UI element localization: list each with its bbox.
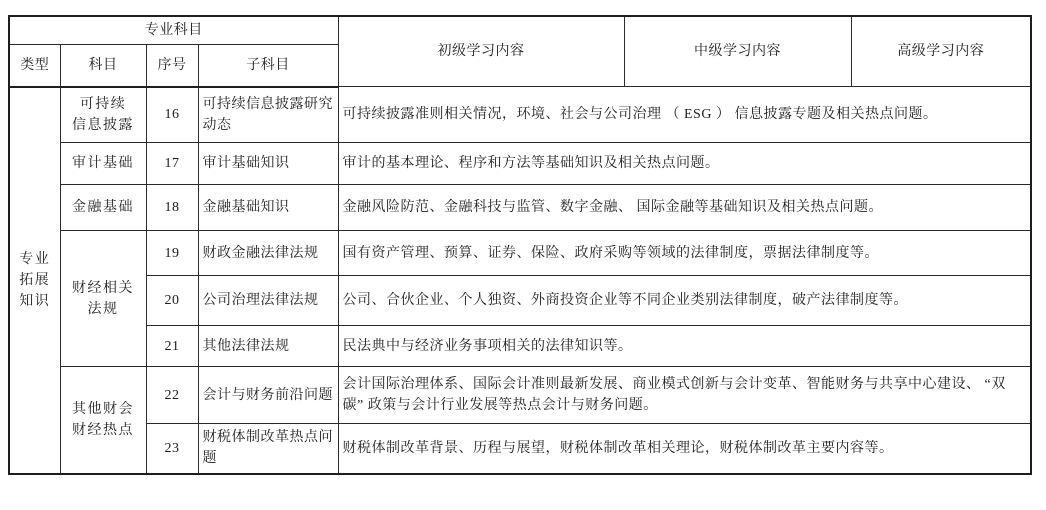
seq-cell: 19 xyxy=(146,231,198,276)
subject-line: 法规 xyxy=(87,301,119,317)
header-intermediate-content: 中级学习内容 xyxy=(624,16,851,87)
seq-cell: 20 xyxy=(146,276,198,326)
content-cell: 国有资产管理、预算、证券、保险、政府采购等领域的法律制度，票据法律制度等。 xyxy=(338,231,1031,276)
header-professional-subjects: 专业科目 xyxy=(9,16,338,45)
sub-subject-cell: 可持续信息披露研究动态 xyxy=(198,87,338,143)
sub-subject-cell: 会计与财务前沿问题 xyxy=(198,367,338,424)
content-cell: 金融风险防范、金融科技与监管、数字金融、 国际金融等基础知识及相关热点问题。 xyxy=(338,185,1031,231)
category-line: 拓展 xyxy=(19,272,51,288)
sub-subject-cell: 财税体制改革热点问题 xyxy=(198,424,338,474)
content-cell: 财税体制改革背景、历程与展望，财税体制改革相关理论，财税体制改革主要内容等。 xyxy=(338,424,1031,474)
table-row xyxy=(9,276,1031,326)
content-cell: 审计的基本理论、程序和方法等基础知识及相关热点问题。 xyxy=(338,143,1031,185)
subject-cell xyxy=(60,87,146,143)
table-row xyxy=(9,326,1031,367)
subject-line: 其他财会 xyxy=(72,401,134,417)
table-row xyxy=(9,87,1031,143)
subject-cell xyxy=(60,231,146,367)
header-seq: 序号 xyxy=(146,45,198,87)
content-cell: 可持续披露准则相关情况，环境、社会与公司治理 （ ESG ） 信息披露专题及相关热点问题。 xyxy=(338,87,1031,143)
subject-cell xyxy=(60,143,146,185)
content-cell: 民法典中与经济业务事项相关的法律知识等。 xyxy=(338,326,1031,367)
content-cell: 会计国际治理体系、国际会计准则最新发展、商业模式创新与会计变革、智能财务与共享中心建设、 “双碳” 政策与会计行业发展等热点会计与财务问题。 xyxy=(338,367,1031,424)
category-cell xyxy=(9,87,60,474)
table-row xyxy=(9,143,1031,185)
category-line: 专业 xyxy=(19,251,51,267)
header-subject: 科目 xyxy=(60,45,146,87)
header-row-1 xyxy=(9,16,1031,45)
seq-cell: 23 xyxy=(146,424,198,474)
subject-line: 财经相关 xyxy=(72,280,134,296)
seq-cell: 21 xyxy=(146,326,198,367)
seq-cell: 22 xyxy=(146,367,198,424)
table-row xyxy=(9,367,1031,424)
table-row xyxy=(9,185,1031,231)
subject-line: 财经热点 xyxy=(72,422,134,438)
sub-subject-cell: 公司治理法律法规 xyxy=(198,276,338,326)
sub-subject-cell: 审计基础知识 xyxy=(198,143,338,185)
sub-subject-cell: 金融基础知识 xyxy=(198,185,338,231)
subject-line: 金融基础 xyxy=(72,200,134,215)
seq-cell: 18 xyxy=(146,185,198,231)
subject-cell xyxy=(60,367,146,474)
subject-line: 审计基础 xyxy=(72,156,134,171)
header-senior-content: 高级学习内容 xyxy=(851,16,1031,87)
sub-subject-cell: 财政金融法律法规 xyxy=(198,231,338,276)
seq-cell: 17 xyxy=(146,143,198,185)
subject-line: 信息披露 xyxy=(72,117,134,133)
content-cell: 公司、合伙企业、个人独资、外商投资企业等不同企业类别法律制度，破产法律制度等。 xyxy=(338,276,1031,326)
header-type: 类型 xyxy=(9,45,60,87)
seq-cell: 16 xyxy=(146,87,198,143)
table-row xyxy=(9,424,1031,474)
header-sub-subject: 子科目 xyxy=(198,45,338,87)
table-row xyxy=(9,231,1031,276)
sub-subject-cell: 其他法律法规 xyxy=(198,326,338,367)
category-line: 知识 xyxy=(19,293,51,309)
subject-cell xyxy=(60,185,146,231)
subject-line: 可持续 xyxy=(79,96,127,112)
training-content-table xyxy=(8,15,1032,475)
header-junior-content: 初级学习内容 xyxy=(338,16,624,87)
